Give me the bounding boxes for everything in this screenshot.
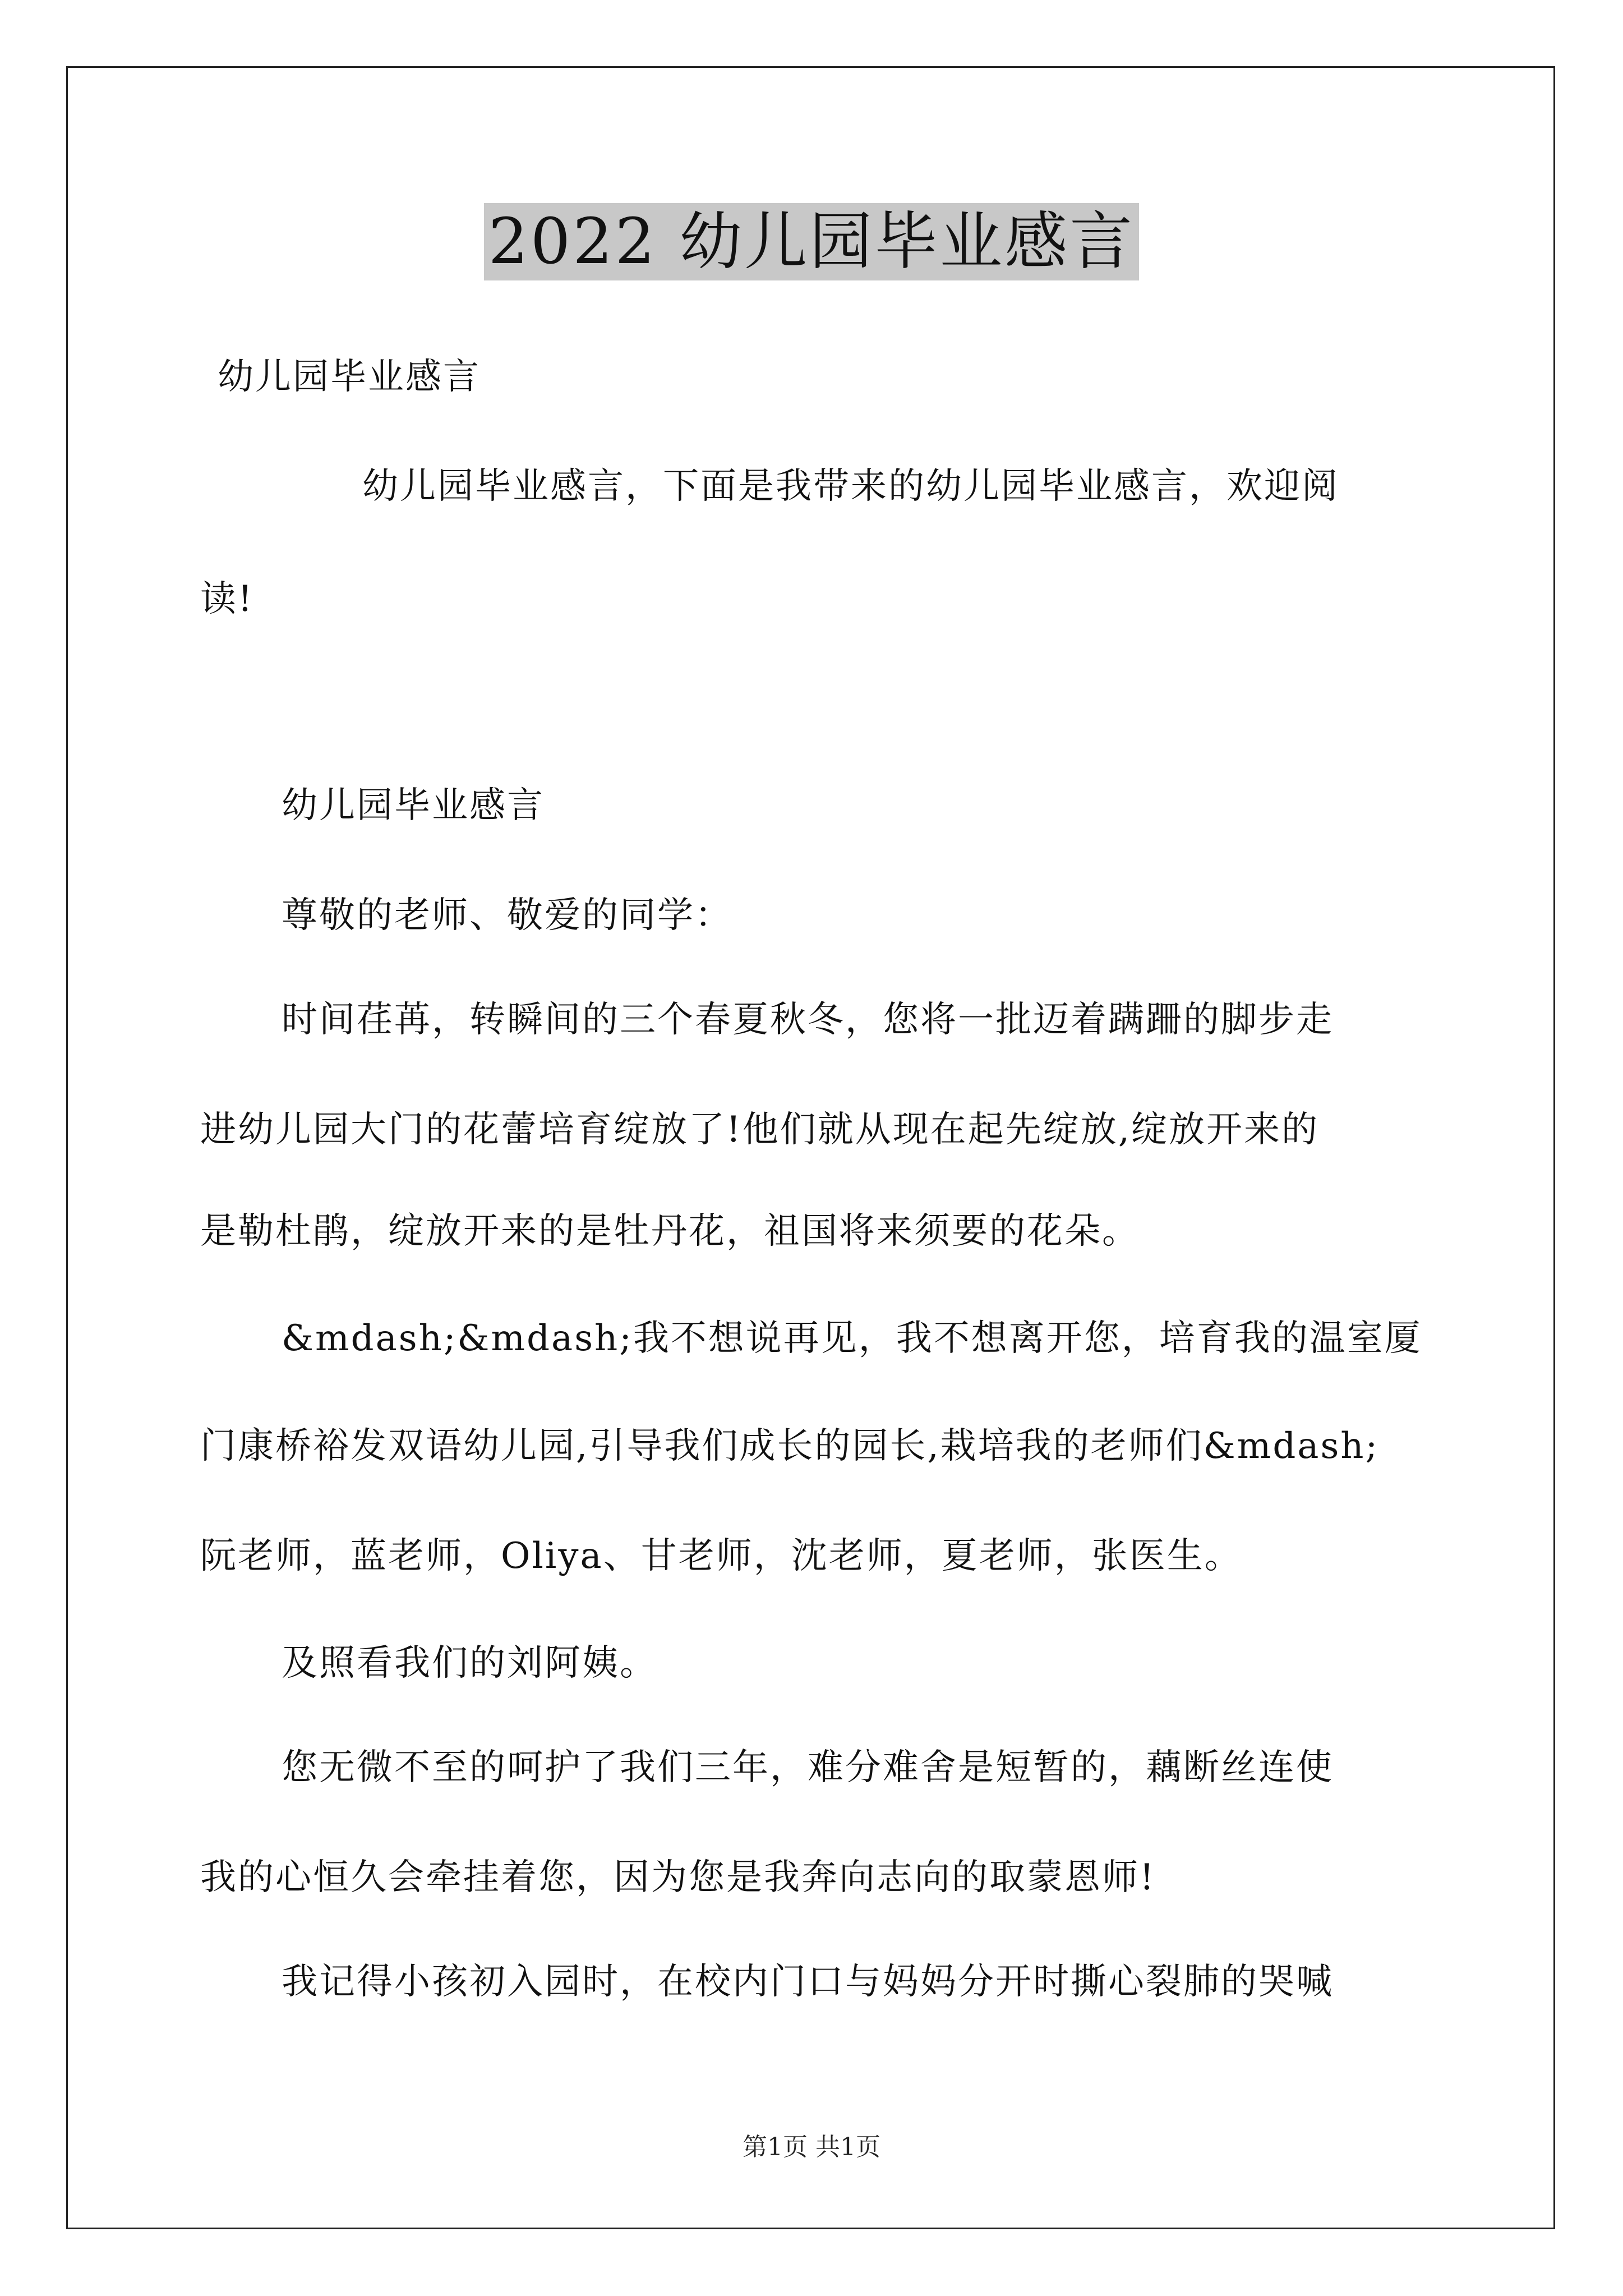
body-line: 读!: [200, 578, 254, 620]
body-line: 我记得小孩初入园时，在校内门口与妈妈分开时撕心裂肺的哭喊: [282, 1961, 1334, 2003]
body-line: &mdash;&mdash;我不想说再见，我不想离开您，培育我的温室厦: [282, 1318, 1422, 1359]
body-line: 是勒杜鹃，绽放开来的是牡丹花，祖国将来须要的花朵。: [200, 1211, 1140, 1252]
body-line: 及照看我们的刘阿姨。: [282, 1642, 657, 1684]
body-line: 您无微不至的呵护了我们三年，难分难舍是短暂的，藕断丝连使: [282, 1747, 1334, 1788]
subtitle-line: 幼儿园毕业感言: [218, 356, 481, 398]
body-line: 进幼儿园大门的花蕾培育绽放了!他们就从现在起先绽放,绽放开来的: [200, 1109, 1320, 1151]
body-line: 时间荏苒，转瞬间的三个春夏秋冬，您将一批迈着蹒跚的脚步走: [282, 999, 1334, 1041]
body-line: 阮老师，蓝老师，Oliya、甘老师，沈老师，夏老师，张医生。: [200, 1535, 1242, 1577]
body-line: 幼儿园毕业感言: [282, 785, 545, 826]
body-line: 门康桥裕发双语幼儿园,引导我们成长的园长,栽培我的老师们&mdash;: [200, 1425, 1380, 1467]
body-line: 幼儿园毕业感言，下面是我带来的幼儿园毕业感言，欢迎阅: [362, 466, 1339, 507]
page-number-footer: 第1页 共1页: [743, 2133, 880, 2161]
title-container: [0, 203, 1623, 280]
body-line: 我的心恒久会牵挂着您，因为您是我奔向志向的取蒙恩师!: [200, 1857, 1156, 1898]
body-line: 尊敬的老师、敬爱的同学：: [282, 895, 732, 936]
document-title: 2022 幼儿园毕业感言: [484, 203, 1140, 280]
